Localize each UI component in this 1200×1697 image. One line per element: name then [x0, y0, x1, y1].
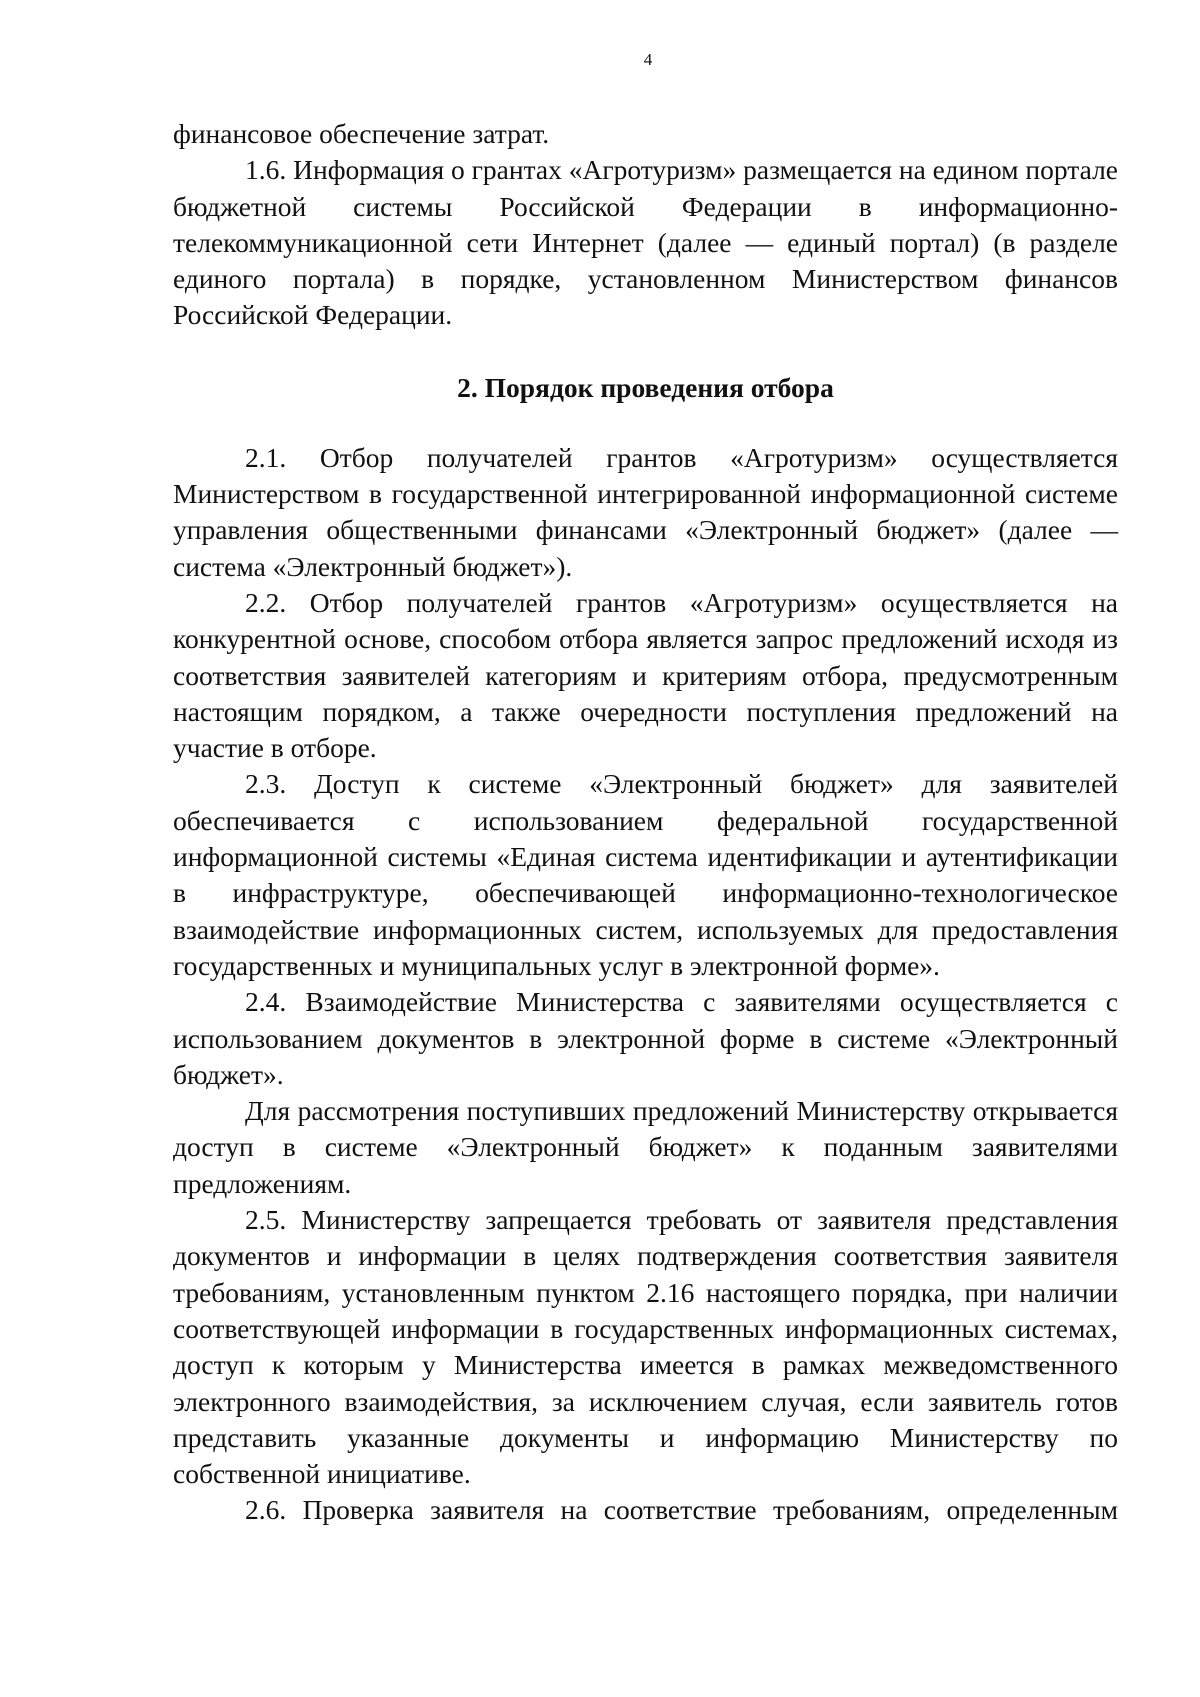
paragraph-continuation: финансовое обеспечение затрат.	[173, 118, 550, 149]
paragraph-2-4: 2.4. Взаимодействие Министерства с заявителями осуществляется с использованием документов в электронной форме в системе «Электронный бюджет».	[173, 986, 1118, 1090]
section-heading: 2. Порядок проведения отбора	[457, 371, 834, 403]
page-number: 4	[643, 50, 653, 69]
paragraph-2-3: 2.3. Доступ к системе «Электронный бюджет» для заявителей обеспечивается с использованием федеральной государственной информационной системы «Единая система идентификации и аутентификации в инфраструктуре, обеспечивающей информационно-технологическое взаимодействие информационных систем, используемых для предоставления государственных и муниципальных услуг в электронной форме».	[173, 768, 1118, 981]
paragraph-1-6: 1.6. Информация о грантах «Агротуризм» размещается на едином портале бюджетной системы Российской Федерации в информационно-телекоммуникационной сети Интернет (далее — единый портал) (в разделе единого портала) в порядке, установленном Министерством финансов Российской Федерации.	[173, 154, 1119, 331]
paragraph-2-2: 2.2. Отбор получателей грантов «Агротуризм» осуществляется на конкурентной основе, способом отбора является запрос предложений исходя из соответствия заявителей категориям и критериям отбора, предусмотренным настоящим порядком, а также очередности поступления предложений на участие в отборе.	[173, 586, 1118, 764]
paragraph-2-6: 2.6. Проверка заявителя на соответствие требованиям, определенным	[245, 1494, 1118, 1526]
paragraph-2-5: 2.5. Министерству запрещается требовать от заявителя представления документов и информации в целях подтверждения соответствия заявителя требованиям, установленным пунктом 2.16 настоящего порядка, при наличии соответствующей информации в государственных информационных системах, доступ к которым у Министерства имеется в рамках межведомственного электронного взаимодействия, за исключением случая, если заявитель готов представить указанные документы и информацию Министерству по собственной инициативе.	[173, 1204, 1118, 1490]
document-body	[173, 116, 1118, 1529]
paragraph-2-1: 2.1. Отбор получателей грантов «Агротуризм» осуществляется Министерством в государственной интегрированной информационной системе управления общественными финансами «Электронный бюджет» (далее — система «Электронный бюджет»).	[173, 441, 1118, 582]
paragraph-2-4-continued: Для рассмотрения поступивших предложений Министерству открывается доступ в системе «Электронный бюджет» к поданным заявителями предложениям.	[173, 1095, 1118, 1199]
